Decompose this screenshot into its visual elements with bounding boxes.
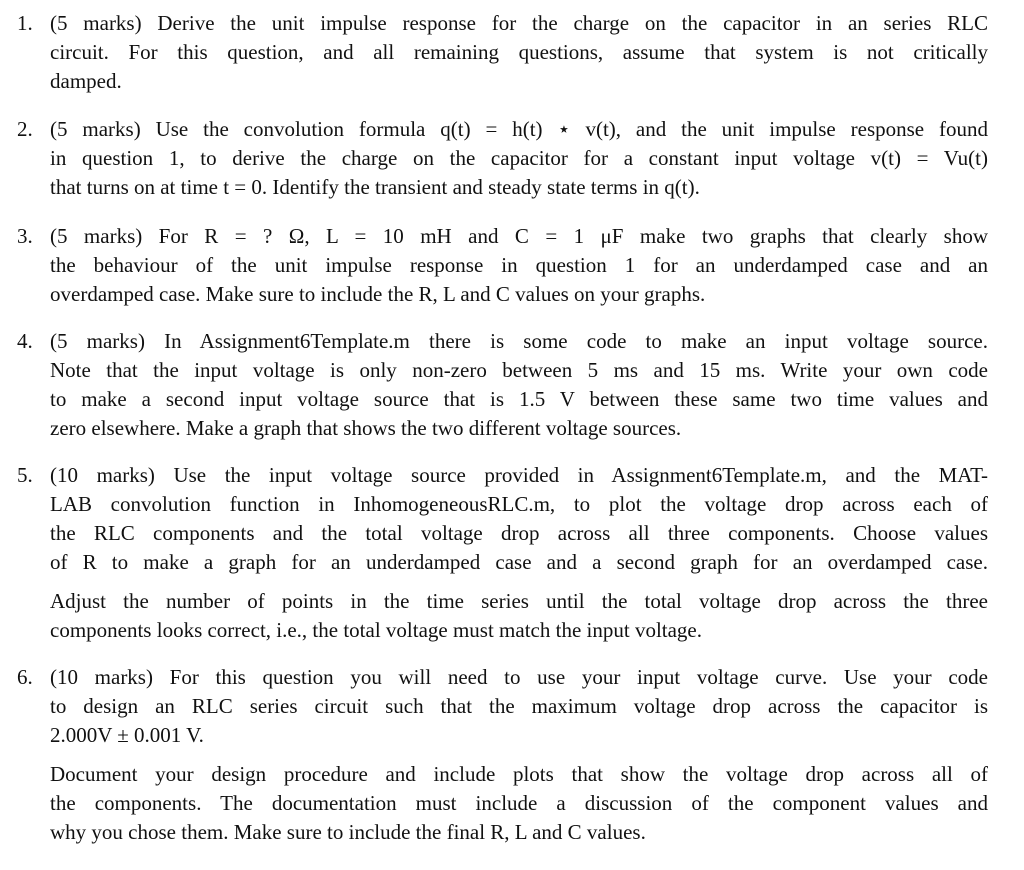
text-line: (5 marks) Use the convolution formula q(t) = h(t) ⋆ v(t), and the unit impulse response found [50, 117, 988, 141]
text-line: (10 marks) For this question you will need to use your input voltage curve. Use your code [50, 665, 988, 689]
question-text [50, 461, 988, 645]
text-line: (5 marks) Derive the unit impulse response for the charge on the capacitor in an series RLC [50, 11, 988, 35]
text-line: 2.000V ± 0.001 V. [50, 723, 204, 747]
text-line: Document your design procedure and include plots that show the voltage drop across all of [50, 762, 988, 786]
question-text [50, 115, 988, 202]
text-line: damped. [50, 69, 122, 93]
text-line: Adjust the number of points in the time series until the total voltage drop across the three [50, 589, 988, 613]
text-line: the RLC components and the total voltage drop across all three components. Choose values [50, 521, 988, 545]
question-text [50, 327, 988, 443]
question-number: 4. [17, 329, 33, 353]
question-number: 1. [17, 11, 33, 35]
text-line: of R to make a graph for an underdamped case and a second graph for an overdamped case. [50, 550, 988, 574]
question-number: 5. [17, 463, 33, 487]
text-line: LAB convolution function in InhomogeneousRLC.m, to plot the voltage drop across each of [50, 492, 988, 516]
question-extra-paragraph [50, 587, 988, 645]
text-line: in question 1, to derive the charge on the capacitor for a constant input voltage v(t) = Vu(t) [50, 146, 988, 170]
text-line: components looks correct, i.e., the total voltage must match the input voltage. [50, 618, 703, 642]
text-line: zero elsewhere. Make a graph that shows the two different voltage sources. [50, 416, 682, 440]
text-line: (10 marks) Use the input voltage source provided in Assignment6Template.m, and the MAT- [50, 463, 988, 487]
question-text [50, 222, 988, 309]
question-number: 6. [17, 665, 33, 689]
text-line: to design an RLC series circuit such that the maximum voltage drop across the capacitor is [50, 694, 988, 718]
question-number: 3. [17, 224, 33, 248]
text-line: the components. The documentation must include a discussion of the component values and [50, 791, 988, 815]
question-text [50, 663, 988, 847]
text-line: that turns on at time t = 0. Identify the transient and steady state terms in q(t). [50, 175, 700, 199]
text-line: to make a second input voltage source that is 1.5 V between these same two time values and [50, 387, 988, 411]
question-text [50, 9, 988, 96]
text-line: the behaviour of the unit impulse response in question 1 for an underdamped case and an [50, 253, 988, 277]
question-number: 2. [17, 117, 33, 141]
text-line: overdamped case. Make sure to include the R, L and C values on your graphs. [50, 282, 706, 306]
question-extra-paragraph [50, 760, 988, 847]
text-line: (5 marks) For R = ? Ω, L = 10 mH and C = 1 μF make two graphs that clearly show [50, 224, 988, 248]
text-line: (5 marks) In Assignment6Template.m there is some code to make an input voltage source. [50, 329, 988, 353]
text-line: why you chose them. Make sure to include the final R, L and C values. [50, 820, 646, 844]
text-line: circuit. For this question, and all remaining questions, assume that system is not critically [50, 40, 988, 64]
text-line: Note that the input voltage is only non-zero between 5 ms and 15 ms. Write your own code [50, 358, 988, 382]
